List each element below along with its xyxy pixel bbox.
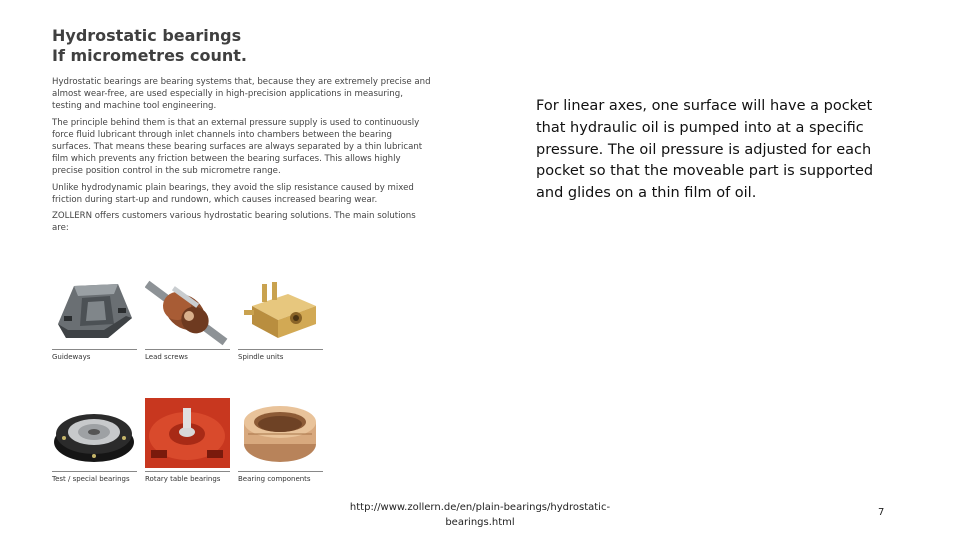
guideway-image	[52, 276, 137, 346]
spindle-unit-image	[238, 276, 323, 346]
slide-body-text: For linear axes, one surface will have a pocket that hydraulic oil is pumped into at a specific pressure. The oil pressure is adjusted for each pocket so that the moveable part is supported and glides on a thin film of oil.	[536, 98, 874, 202]
caption-bearing-components: Bearing components	[238, 475, 311, 483]
caption-rule	[52, 471, 137, 472]
caption-rule	[238, 471, 323, 472]
gallery-item-spindle-units	[238, 276, 323, 367]
special-bearing-image	[52, 398, 137, 468]
bearing-component-image	[238, 398, 323, 468]
page-number: 7	[878, 507, 885, 518]
gallery-item-test-special-bearings	[52, 398, 137, 489]
caption-rule	[238, 349, 323, 350]
caption-rule	[145, 471, 230, 472]
gallery-item-bearing-components	[238, 398, 323, 489]
document-paragraph-2: The principle behind them is that an external pressure supply is used to continuously force fluid lubricant through inlet channels into chambers between the bearing surfaces. That means these bearing surfaces are always separated by a thin lubricant film which prevents any friction between the bearing surfaces. This allows highly precise position control in the sub micrometre range.	[52, 117, 423, 177]
gallery-item-guideways	[52, 276, 137, 367]
document-paragraph-3: Unlike hydrodynamic plain bearings, they avoid the slip resistance caused by mixed friction during start-up and rundown, which causes increased bearing wear.	[52, 182, 414, 205]
gallery-item-rotary-table-bearings	[145, 398, 230, 489]
caption-spindle-units: Spindle units	[238, 353, 284, 361]
document-paragraph-4: ZOLLERN offers customers various hydrostatic bearing solutions. The main solutions are:	[52, 211, 416, 234]
caption-rule	[52, 349, 137, 350]
caption-lead-screws: Lead screws	[145, 353, 188, 361]
rotary-table-bearing-image	[145, 398, 230, 468]
document-paragraph-1: Hydrostatic bearings are bearing systems that, because they are extremely precise and almost wear-free, are used especially in high-precision applications in measuring, testing and machine tool engineering.	[52, 77, 431, 112]
gallery-item-lead-screws	[145, 276, 230, 367]
caption-rotary-table-bearings: Rotary table bearings	[145, 475, 221, 483]
caption-guideways: Guideways	[52, 353, 91, 361]
document-title: Hydrostatic bearings	[52, 26, 242, 45]
caption-test-special-bearings: Test / special bearings	[52, 475, 130, 483]
document-excerpt	[52, 26, 432, 238]
document-subtitle: If micrometres count.	[52, 46, 247, 65]
lead-screw-image	[145, 276, 230, 346]
source-url[interactable]: http://www.zollern.de/en/plain-bearings/hydrostatic-bearings.html	[349, 502, 611, 528]
caption-rule	[145, 349, 230, 350]
product-gallery	[52, 276, 327, 489]
